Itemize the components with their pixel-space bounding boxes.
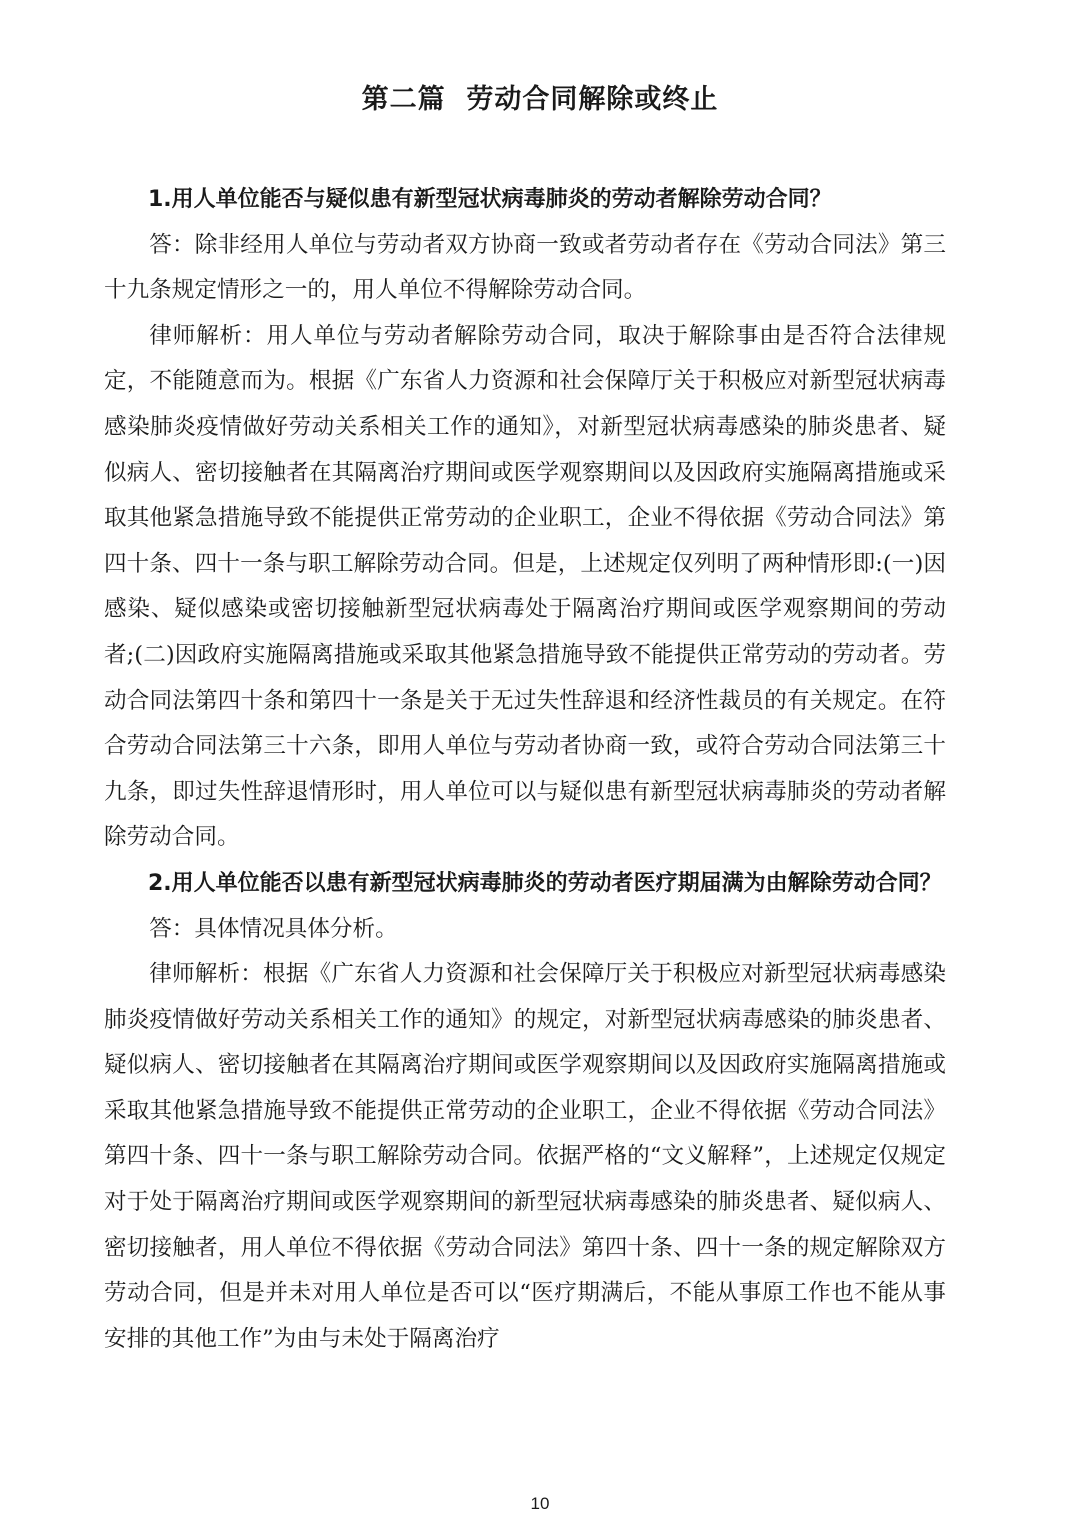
answer-1: 答：除非经用人单位与劳动者双方协商一致或者劳动者存在《劳动合同法》第三十九条规定情形之一的，用人单位不得解除劳动合同。 [104, 231, 946, 304]
answer-2: 答：具体情况具体分析。 [149, 915, 398, 942]
page-number: 10 [530, 1494, 550, 1513]
document-body [104, 177, 946, 1362]
section-title: 第二篇 劳动合同解除或终止 [361, 84, 719, 115]
lawyer-analysis-2: 律师解析：根据《广东省人力资源和社会保障厅关于积极应对新型冠状病毒感染肺炎疫情做好劳动关系相关工作的通知》的规定，对新型冠状病毒感染的肺炎患者、疑似病人、密切接触者在其隔离治疗期间或医学观察期间以及因政府实施隔离措施或采取其他紧急措施导致不能提供正常劳动的企业职工，企业不得依据《劳动合同法》第四十条、四十一条与职工解除劳动合同。依据严格的“文义解释”，上述规定仅规定对于处于隔离治疗期间或医学观察期间的新型冠状病毒感染的肺炎患者、疑似病人、密切接触者，用人单位不得依据《劳动合同法》第四十条、四十一条的规定解除双方劳动合同，但是并未对用人单位是否可以“医疗期满后，不能从事原工作也不能从事安排的其他工作”为由与未处于隔离治疗 [104, 961, 946, 1352]
question-2: 2.用人单位能否以患有新型冠状病毒肺炎的劳动者医疗期届满为由解除劳动合同？ [148, 870, 942, 896]
lawyer-analysis-1: 律师解析：用人单位与劳动者解除劳动合同，取决于解除事由是否符合法律规定，不能随意而为。根据《广东省人力资源和社会保障厅关于积极应对新型冠状病毒感染肺炎疫情做好劳动关系相关工作的通知》，对新型冠状病毒感染的肺炎患者、疑似病人、密切接触者在其隔离治疗期间或医学观察期间以及因政府实施隔离措施或采取其他紧急措施导致不能提供正常劳动的企业职工，企业不得依据《劳动合同法》第四十条、四十一条与职工解除劳动合同。但是，上述规定仅列明了两种情形即:(一)因感染、疑似感染或密切接触新型冠状病毒处于隔离治疗期间或医学观察期间的劳动者;(二)因政府实施隔离措施或采取其他紧急措施导致不能提供正常劳动的劳动者。劳动合同法第四十条和第四十一条是关于无过失性辞退和经济性裁员的有关规定。在符合劳动合同法第三十六条，即用人单位与劳动者协商一致，或符合劳动合同法第三十九条，即过失性辞退情形时，用人单位可以与疑似患有新型冠状病毒肺炎的劳动者解除劳动合同。 [104, 322, 946, 851]
question-1: 1.用人单位能否与疑似患有新型冠状病毒肺炎的劳动者解除劳动合同？ [148, 187, 832, 212]
